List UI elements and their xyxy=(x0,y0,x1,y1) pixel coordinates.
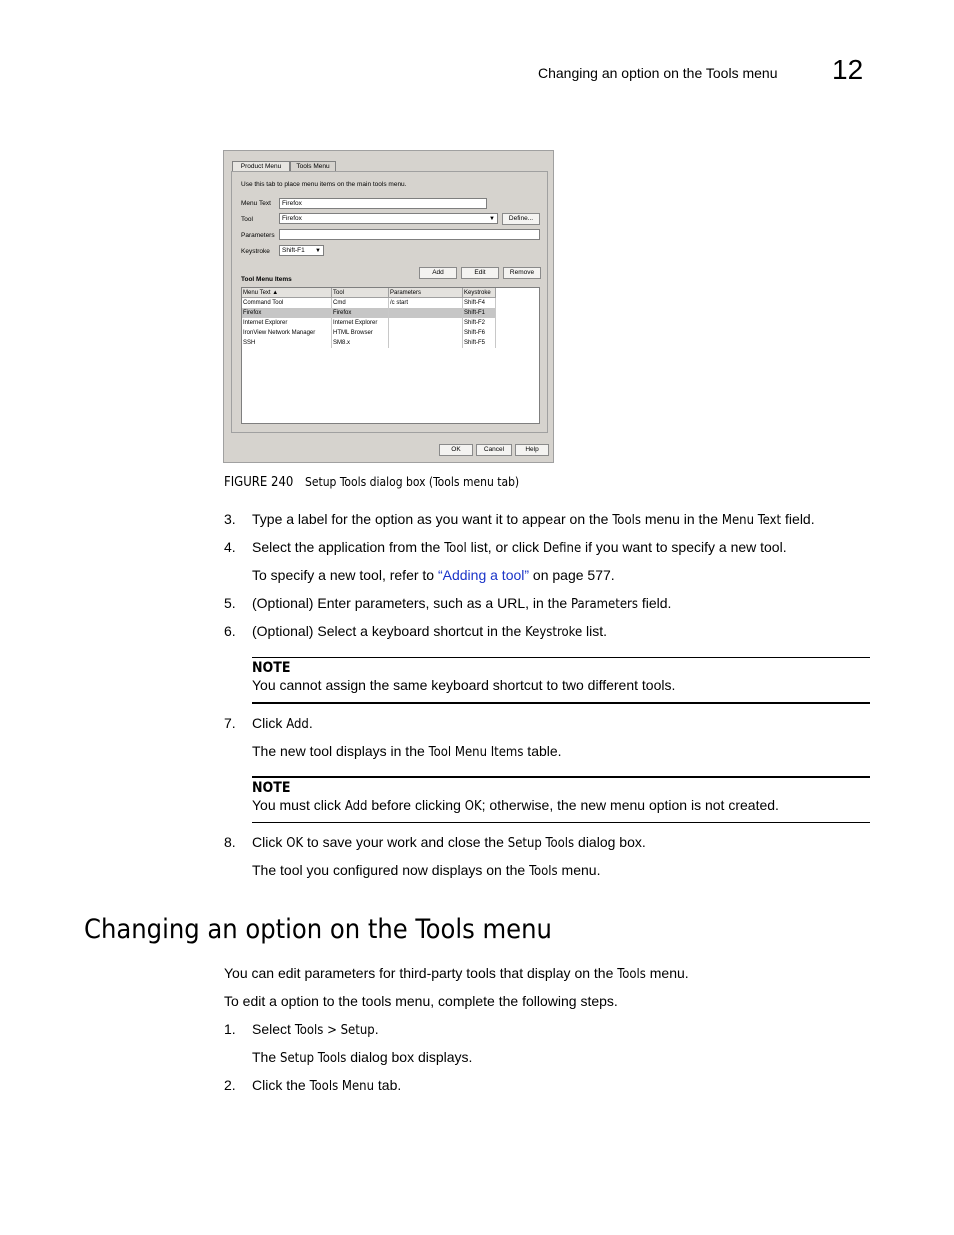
tab-product-menu[interactable]: Product Menu xyxy=(232,161,290,171)
note-bottom-rule xyxy=(252,822,870,823)
step-number: 3. xyxy=(224,511,236,527)
section-paragraph: To edit a option to the tools menu, complete the following steps. xyxy=(224,993,618,1009)
step-6-text: (Optional) Select a keyboard shortcut in the Keystroke list. xyxy=(252,623,608,640)
chevron-down-icon: ▼ xyxy=(489,216,495,222)
table-cell xyxy=(389,338,463,348)
cancel-button[interactable]: Cancel xyxy=(476,444,512,456)
setup-tools-dialog xyxy=(223,150,554,463)
section-paragraph: You can edit parameters for third-party tools that display on the Tools menu. xyxy=(224,965,689,982)
table-row[interactable] xyxy=(242,298,496,308)
step-1-result: The Setup Tools dialog box displays. xyxy=(252,1049,473,1066)
tools-menu-panel xyxy=(231,171,548,433)
step-number: 6. xyxy=(224,623,236,639)
column-header-keystroke[interactable]: Keystroke xyxy=(463,288,496,298)
figure-caption xyxy=(224,474,519,490)
step-number: 5. xyxy=(224,595,236,611)
tool-select[interactable] xyxy=(279,213,498,224)
table-cell: Shift-F5 xyxy=(463,338,496,348)
tool-label: Tool xyxy=(241,216,253,223)
table-cell: Internet Explorer xyxy=(242,318,332,328)
tab-tools-menu[interactable]: Tools Menu xyxy=(290,161,336,171)
step-8-text: Click OK to save your work and close the Setup Tools dialog box. xyxy=(252,834,646,851)
adding-a-tool-link[interactable]: “Adding a tool” xyxy=(437,567,530,583)
note-heading: NOTE xyxy=(252,660,291,676)
table-cell: Shift-F4 xyxy=(463,298,496,308)
step-5-text: (Optional) Enter parameters, such as a URL, in the Parameters field. xyxy=(252,595,672,612)
parameters-label: Parameters xyxy=(241,232,275,239)
note-top-rule xyxy=(252,776,870,778)
chevron-down-icon: ▼ xyxy=(315,248,321,254)
table-row-selected[interactable] xyxy=(242,308,496,318)
step-8-result: The tool you configured now displays on the Tools menu. xyxy=(252,862,601,879)
tool-menu-items-table xyxy=(241,287,540,424)
table-cell: /c start xyxy=(389,298,463,308)
table-cell: Cmd xyxy=(332,298,389,308)
define-button[interactable]: Define... xyxy=(502,213,540,225)
ok-button[interactable]: OK xyxy=(439,444,473,456)
table-cell: Command Tool xyxy=(242,298,332,308)
note-heading: NOTE xyxy=(252,780,291,796)
table-cell: SM8.x xyxy=(332,338,389,348)
step-number: 7. xyxy=(224,715,236,731)
edit-button[interactable]: Edit xyxy=(461,267,499,279)
table-cell xyxy=(389,328,463,338)
tool-select-value: Firefox xyxy=(282,215,302,222)
table-cell: Firefox xyxy=(242,308,332,318)
column-header-menu-text[interactable]: Menu Text ▲ xyxy=(242,288,332,298)
step-3-text: Type a label for the option as you want it to appear on the Tools menu in the Menu Text field. xyxy=(252,511,815,528)
note-text: You cannot assign the same keyboard shortcut to two different tools. xyxy=(252,677,676,693)
menu-text-label: Menu Text xyxy=(241,200,271,207)
note-text: You must click Add before clicking OK; otherwise, the new menu option is not created. xyxy=(252,797,779,814)
table-row[interactable] xyxy=(242,328,496,338)
table-cell: Shift-F1 xyxy=(463,308,496,318)
menu-text-field[interactable]: Firefox xyxy=(279,198,487,209)
table-cell: Firefox xyxy=(332,308,389,318)
table-cell: Internet Explorer xyxy=(332,318,389,328)
step-2-text: Click the Tools Menu tab. xyxy=(252,1077,402,1094)
chapter-number: 12 xyxy=(832,54,864,85)
help-button[interactable]: Help xyxy=(515,444,549,456)
table-row[interactable] xyxy=(242,338,496,348)
step-7-text: Click Add. xyxy=(252,715,313,732)
note-bottom-rule xyxy=(252,702,870,704)
parameters-field[interactable] xyxy=(279,229,540,240)
section-heading: Changing an option on the Tools menu xyxy=(84,914,552,945)
sort-ascending-icon: ▲ xyxy=(272,290,279,296)
keystroke-label: Keystroke xyxy=(241,248,270,255)
column-header-parameters[interactable]: Parameters xyxy=(389,288,463,298)
step-4-reference: To specify a new tool, refer to “Adding a tool” on page 577. xyxy=(252,567,615,583)
figure-number: FIGURE 240 xyxy=(224,475,294,490)
column-header-tool[interactable]: Tool xyxy=(332,288,389,298)
note-top-rule xyxy=(252,657,870,658)
step-number: 1. xyxy=(224,1021,236,1037)
table-cell: Shift-F2 xyxy=(463,318,496,328)
instruction-text: Use this tab to place menu items on the main tools menu. xyxy=(241,181,407,188)
tool-menu-items-label: Tool Menu Items xyxy=(241,276,292,283)
step-number: 8. xyxy=(224,834,236,850)
step-4-text: Select the application from the Tool list, or click Define if you want to specify a new tool. xyxy=(252,539,787,556)
figure-title: Setup Tools dialog box (Tools menu tab) xyxy=(304,475,520,489)
table-cell: SSH xyxy=(242,338,332,348)
step-number: 2. xyxy=(224,1077,236,1093)
table-cell xyxy=(389,308,463,318)
table-row[interactable] xyxy=(242,318,496,328)
table-cell xyxy=(389,318,463,328)
remove-button[interactable]: Remove xyxy=(503,267,541,279)
keystroke-select-value: Shift-F1 xyxy=(282,247,305,254)
table-cell: HTML Browser xyxy=(332,328,389,338)
step-number: 4. xyxy=(224,539,236,555)
table-cell: IronView Network Manager xyxy=(242,328,332,338)
table-header-row xyxy=(242,288,496,298)
table-cell: Shift-F6 xyxy=(463,328,496,338)
step-7-result: The new tool displays in the Tool Menu Items table. xyxy=(252,743,562,760)
running-header-title: Changing an option on the Tools menu xyxy=(538,65,778,81)
keystroke-select[interactable] xyxy=(279,245,324,256)
step-1-text: Select Tools > Setup. xyxy=(252,1021,379,1038)
add-button[interactable]: Add xyxy=(419,267,457,279)
